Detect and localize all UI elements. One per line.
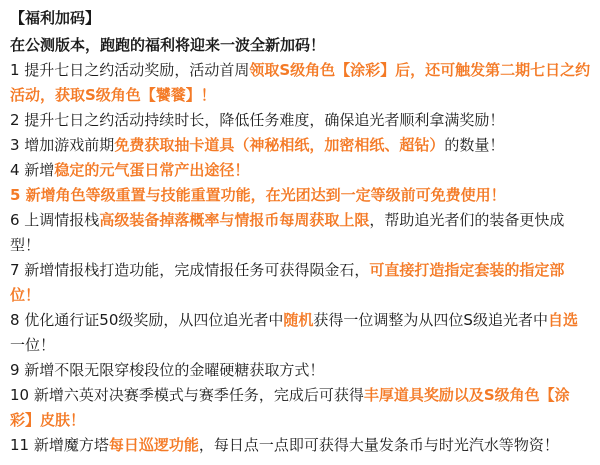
highlighted-text: 丰厚道具奖励以及S级角色【涂彩】皮肤！ [10,386,570,429]
highlighted-text: 每日巡逻功能 [108,436,199,454]
highlighted-text: 可直接打造指定套装的指定部位！ [10,261,565,304]
highlighted-text: 稳定的元气蛋日常产出途径！ [54,161,250,179]
benefit-item [10,208,592,258]
item-text: ，帮助追光者们的装备更快成型！ [10,211,565,254]
item-text: 2 提升七日之约活动持续时长，降低任务难度，确保追光者顺利拿满奖励！ [10,111,505,129]
item-text: 10 新增六英对决赛季模式与赛季任务，完成后可获得 [10,386,364,404]
item-text: 8 优化通行证50级奖励，从四位追光者中 [10,311,284,329]
highlighted-text: 领取S级角色【涂彩】后，还可触发第二期七日之约活动，获取S级角色【饕餮】！ [10,61,591,104]
section-title: 【福利加码】 [10,9,101,27]
benefit-item [10,183,592,208]
benefit-list [10,58,592,458]
benefit-item [10,133,592,158]
benefit-item [10,383,592,433]
highlighted-text: 免费获取抽卡道具（神秘相纸，加密相纸、超钻） [114,136,445,154]
highlighted-text: 自选 [547,311,578,329]
benefit-item [10,358,592,383]
item-text: 获得一位调整为从四位S级追光者中 [313,311,548,329]
highlighted-text: 随机 [283,311,314,329]
highlighted-text: 高级装备掉落概率与情报币每周获取上限 [99,211,370,229]
intro-paragraph: 在公测版本，跑跑的福利将迎来一波全新加码！ [10,36,326,54]
item-text: 11 新增魔方塔 [10,436,109,454]
benefit-item [10,308,592,358]
item-text: ，每日点一点即可获得大量发条币与时光汽水等物资！ [198,436,559,454]
item-text: 6 上调情报栈 [10,211,100,229]
item-text: 1 提升七日之约活动奖励，活动首周 [10,61,250,79]
benefit-item [10,433,592,458]
highlighted-text: 5 新增角色等级重置与技能重置功能，在光团达到一定等级前可免费使用！ [10,186,506,204]
item-text: 的数量！ [444,136,505,154]
benefit-item [10,158,592,183]
item-text: 一位！ [10,336,56,354]
item-text: 7 新增情报栈打造功能，完成情报任务可获得陨金石， [10,261,370,279]
item-text: 9 新增不限无限穿梭段位的金曜硬糖获取方式！ [10,361,325,379]
benefit-item [10,258,592,308]
benefit-item [10,108,592,133]
announcement-document [10,6,592,458]
item-text: 4 新增 [10,161,55,179]
benefit-item [10,58,592,108]
item-text: 3 增加游戏前期 [10,136,115,154]
